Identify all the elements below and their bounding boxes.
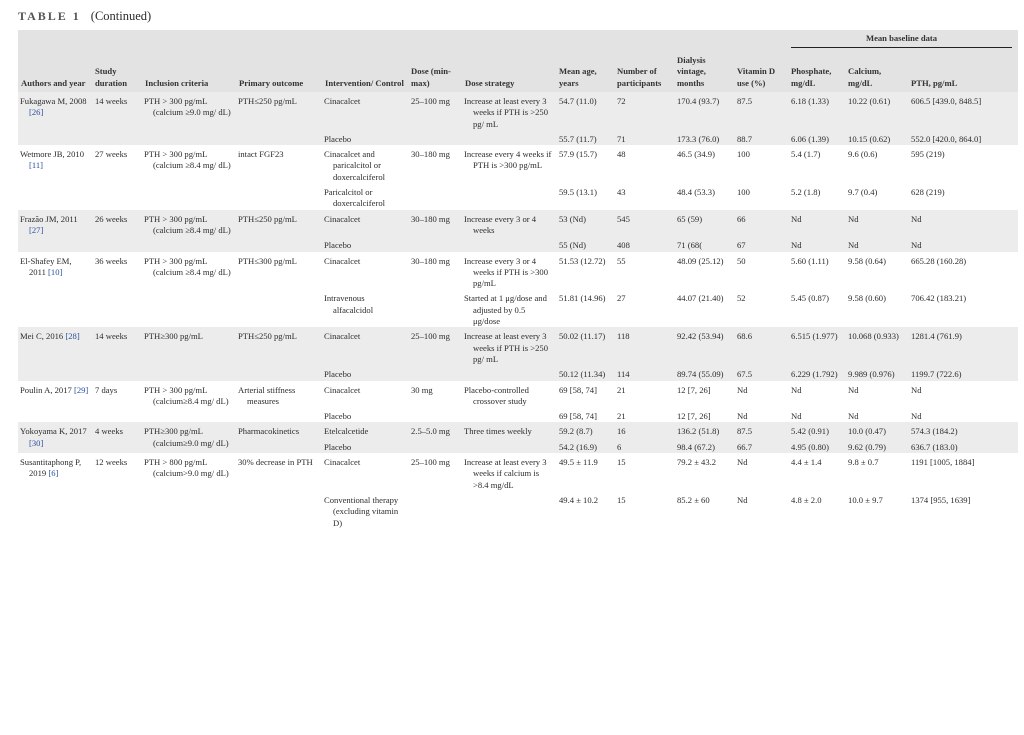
cell-vitamin-d-use: 67 (734, 236, 788, 251)
cell-vitamin-d-use: 88.7 (734, 130, 788, 145)
cell-study-duration: 4 weeks (92, 422, 142, 453)
reference-link[interactable]: [26] (29, 107, 44, 118)
cell-dose-strategy: Increase every 3 or 4 weeks (462, 210, 556, 237)
cell-inclusion-criteria: PTH > 800 pg/mL (calcium>9.0 mg/ dL) (142, 453, 236, 529)
cell-pth: 706.42 (183.21) (908, 289, 1018, 327)
cell-dose: 25–100 mg (408, 92, 462, 130)
cell-mean-age: 49.5 ± 11.9 (556, 453, 614, 491)
cell-dose-strategy: Increase every 3 or 4 weeks if PTH is >300 pg/mL (462, 252, 556, 290)
cell-dialysis-vintage: 44.07 (21.40) (674, 289, 734, 327)
cell-phosphate: 4.4 ± 1.4 (788, 453, 845, 491)
cell-intervention: Placebo (322, 438, 408, 453)
cell-intervention: Etelcalcetide (322, 422, 408, 437)
cell-author-year: El-Shafey EM, 2011 [10] (18, 252, 92, 328)
cell-vitamin-d-use: Nd (734, 453, 788, 491)
reference-link[interactable]: [11] (29, 160, 43, 171)
cell-mean-age: 49.4 ± 10.2 (556, 491, 614, 529)
cell-intervention: Placebo (322, 236, 408, 251)
table-body (18, 92, 1018, 529)
cell-dialysis-vintage: 46.5 (34.9) (674, 145, 734, 183)
cell-calcium: Nd (845, 210, 908, 237)
cell-dialysis-vintage: 170.4 (93.7) (674, 92, 734, 130)
cell-study-duration: 27 weeks (92, 145, 142, 209)
cell-pth: 636.7 (183.0) (908, 438, 1018, 453)
reference-link[interactable]: [30] (29, 437, 44, 448)
cell-calcium: Nd (845, 236, 908, 251)
cell-dose: 30–180 mg (408, 145, 462, 183)
cell-vitamin-d-use: Nd (734, 407, 788, 422)
cell-mean-age: 57.9 (15.7) (556, 145, 614, 183)
cell-mean-age: 69 [58, 74] (556, 407, 614, 422)
cell-vitamin-d-use: Nd (734, 381, 788, 408)
column-header-primary-outcome: Primary outcome (236, 52, 322, 92)
cell-mean-age: 51.81 (14.96) (556, 289, 614, 327)
cell-study-duration: 14 weeks (92, 92, 142, 145)
cell-primary-outcome: PTH≤250 pg/mL (236, 327, 322, 380)
column-header-participants: Number of participants (614, 52, 674, 92)
cell-dose: 30–180 mg (408, 252, 462, 290)
cell-primary-outcome: Arterial stiffness measures (236, 381, 322, 423)
header-spacer (18, 30, 788, 52)
column-header-calcium: Calcium, mg/dL (845, 52, 908, 92)
cell-calcium: Nd (845, 407, 908, 422)
cell-dialysis-vintage: 48.4 (53.3) (674, 183, 734, 210)
cell-intervention: Placebo (322, 407, 408, 422)
cell-pth: Nd (908, 381, 1018, 408)
cell-dose-strategy (462, 365, 556, 380)
cell-participants: 21 (614, 407, 674, 422)
cell-intervention: Cinacalcet (322, 210, 408, 237)
cell-dose-strategy (462, 491, 556, 529)
cell-phosphate: 5.42 (0.91) (788, 422, 845, 437)
table-row (18, 92, 1018, 130)
cell-calcium: 10.068 (0.933) (845, 327, 908, 365)
cell-vitamin-d-use: 50 (734, 252, 788, 290)
column-header-dialysis-vintage: Dialysis vintage, months (674, 52, 734, 92)
cell-phosphate: 4.95 (0.80) (788, 438, 845, 453)
cell-dose (408, 438, 462, 453)
cell-phosphate: 5.2 (1.8) (788, 183, 845, 210)
column-header-mean-age: Mean age, years (556, 52, 614, 92)
cell-primary-outcome: intact FGF23 (236, 145, 322, 209)
cell-dose-strategy: Increase at least every 3 weeks if calcium is >8.4 mg/dL (462, 453, 556, 491)
cell-participants: 114 (614, 365, 674, 380)
cell-pth: 574.3 (184.2) (908, 422, 1018, 437)
table-row (18, 145, 1018, 183)
table-row (18, 252, 1018, 290)
cell-calcium: 10.0 ± 9.7 (845, 491, 908, 529)
cell-participants: 6 (614, 438, 674, 453)
cell-phosphate: 4.8 ± 2.0 (788, 491, 845, 529)
data-table (18, 30, 1018, 529)
table-row (18, 422, 1018, 437)
cell-author-year: Poulin A, 2017 [29] (18, 381, 92, 423)
cell-inclusion-criteria: PTH > 300 pg/mL (calcium≥8.4 mg/ dL) (142, 381, 236, 423)
cell-participants: 21 (614, 381, 674, 408)
cell-calcium: 10.22 (0.61) (845, 92, 908, 130)
cell-calcium: 10.15 (0.62) (845, 130, 908, 145)
cell-dose (408, 183, 462, 210)
cell-calcium: Nd (845, 381, 908, 408)
column-header-study-duration: Study duration (92, 52, 142, 92)
cell-pth: 1191 [1005, 1884] (908, 453, 1018, 491)
cell-study-duration: 26 weeks (92, 210, 142, 252)
cell-author-year: Wetmore JB, 2010 [11] (18, 145, 92, 209)
cell-phosphate: 5.60 (1.11) (788, 252, 845, 290)
cell-mean-age: 55 (Nd) (556, 236, 614, 251)
cell-vitamin-d-use: 100 (734, 145, 788, 183)
cell-dose (408, 236, 462, 251)
cell-vitamin-d-use: 87.5 (734, 92, 788, 130)
cell-dialysis-vintage: 89.74 (55.09) (674, 365, 734, 380)
cell-vitamin-d-use: 67.5 (734, 365, 788, 380)
cell-phosphate: 5.45 (0.87) (788, 289, 845, 327)
cell-primary-outcome: 30% decrease in PTH (236, 453, 322, 529)
cell-dialysis-vintage: 79.2 ± 43.2 (674, 453, 734, 491)
reference-link[interactable]: [27] (29, 224, 44, 235)
cell-pth: 1374 [955, 1639] (908, 491, 1018, 529)
cell-primary-outcome: PTH≤300 pg/mL (236, 252, 322, 328)
cell-study-duration: 14 weeks (92, 327, 142, 380)
cell-intervention: Conventional therapy (excluding vitamin D) (322, 491, 408, 529)
cell-intervention: Cinacalcet (322, 327, 408, 365)
cell-dose: 30–180 mg (408, 210, 462, 237)
cell-dialysis-vintage: 12 [7, 26] (674, 381, 734, 408)
column-header-intervention-control: Intervention/ Control (322, 52, 408, 92)
cell-intervention: Placebo (322, 365, 408, 380)
cell-participants: 27 (614, 289, 674, 327)
cell-dose: 25–100 mg (408, 453, 462, 491)
cell-pth: 628 (219) (908, 183, 1018, 210)
cell-phosphate: 6.06 (1.39) (788, 130, 845, 145)
cell-calcium: 9.8 ± 0.7 (845, 453, 908, 491)
cell-participants: 15 (614, 453, 674, 491)
table-row (18, 381, 1018, 408)
cell-phosphate: 6.229 (1.792) (788, 365, 845, 380)
cell-dose-strategy (462, 130, 556, 145)
cell-inclusion-criteria: PTH > 300 pg/mL (calcium ≥8.4 mg/ dL) (142, 210, 236, 252)
cell-dialysis-vintage: 65 (59) (674, 210, 734, 237)
cell-intervention: Placebo (322, 130, 408, 145)
reference-link[interactable]: [29] (73, 384, 89, 395)
table-row (18, 453, 1018, 491)
cell-participants: 545 (614, 210, 674, 237)
cell-inclusion-criteria: PTH > 300 pg/mL (calcium ≥8.4 mg/ dL) (142, 252, 236, 328)
cell-calcium: 9.62 (0.79) (845, 438, 908, 453)
table-row (18, 327, 1018, 365)
cell-dialysis-vintage: 98.4 (67.2) (674, 438, 734, 453)
header-row (18, 52, 1018, 92)
cell-dose-strategy: Increase at least every 3 weeks if PTH is >250 pg/ mL (462, 327, 556, 365)
cell-dialysis-vintage: 12 [7, 26] (674, 407, 734, 422)
cell-dose-strategy: Increase at least every 3 weeks if PTH is >250 pg/ mL (462, 92, 556, 130)
cell-phosphate: 6.18 (1.33) (788, 92, 845, 130)
cell-dialysis-vintage: 48.09 (25.12) (674, 252, 734, 290)
cell-pth: Nd (908, 407, 1018, 422)
cell-phosphate: Nd (788, 381, 845, 408)
reference-link[interactable]: [6] (48, 468, 59, 479)
column-header-phosphate: Phosphate, mg/dL (788, 52, 845, 92)
cell-vitamin-d-use: 66.7 (734, 438, 788, 453)
cell-dose-strategy (462, 183, 556, 210)
cell-study-duration: 7 days (92, 381, 142, 423)
table-row (18, 210, 1018, 237)
cell-dialysis-vintage: 92.42 (53.94) (674, 327, 734, 365)
column-header-inclusion-criteria: Inclusion criteria (142, 52, 236, 92)
column-header-dose: Dose (min-max) (408, 52, 462, 92)
cell-dose (408, 130, 462, 145)
column-header-authors-year: Authors and year (18, 52, 92, 92)
cell-pth: 595 (219) (908, 145, 1018, 183)
table-label: TABLE 1 (18, 9, 81, 23)
table-continued-note: (Continued) (90, 9, 152, 23)
cell-mean-age: 53 (Nd) (556, 210, 614, 237)
cell-pth: 1281.4 (761.9) (908, 327, 1018, 365)
cell-primary-outcome: Pharmacokinetics (236, 422, 322, 453)
cell-inclusion-criteria: PTH > 300 pg/mL (calcium ≥8.4 mg/ dL) (142, 145, 236, 209)
cell-study-duration: 12 weeks (92, 453, 142, 529)
cell-pth: 606.5 [439.0, 848.5] (908, 92, 1018, 130)
cell-pth: Nd (908, 236, 1018, 251)
cell-inclusion-criteria: PTH≥300 pg/mL (142, 327, 236, 380)
cell-participants: 48 (614, 145, 674, 183)
cell-dose (408, 365, 462, 380)
cell-dialysis-vintage: 136.2 (51.8) (674, 422, 734, 437)
cell-mean-age: 54.7 (11.0) (556, 92, 614, 130)
cell-dose: 25–100 mg (408, 327, 462, 365)
cell-dose (408, 407, 462, 422)
column-header-dose-strategy: Dose strategy (462, 52, 556, 92)
cell-calcium: 10.0 (0.47) (845, 422, 908, 437)
cell-vitamin-d-use: 100 (734, 183, 788, 210)
cell-dialysis-vintage: 173.3 (76.0) (674, 130, 734, 145)
cell-mean-age: 51.53 (12.72) (556, 252, 614, 290)
cell-dose: 2.5–5.0 mg (408, 422, 462, 437)
cell-vitamin-d-use: 66 (734, 210, 788, 237)
cell-vitamin-d-use: 68.6 (734, 327, 788, 365)
cell-dose-strategy (462, 438, 556, 453)
cell-vitamin-d-use: 52 (734, 289, 788, 327)
cell-dose-strategy: Started at 1 μg/dose and adjusted by 0.5 μg/dose (462, 289, 556, 327)
cell-calcium: 9.58 (0.60) (845, 289, 908, 327)
cell-dose-strategy (462, 407, 556, 422)
cell-participants: 16 (614, 422, 674, 437)
cell-pth: 1199.7 (722.6) (908, 365, 1018, 380)
cell-vitamin-d-use: Nd (734, 491, 788, 529)
cell-author-year: Frazão JM, 2011 [27] (18, 210, 92, 252)
cell-dialysis-vintage: 71 (68( (674, 236, 734, 251)
cell-calcium: 9.6 (0.6) (845, 145, 908, 183)
cell-inclusion-criteria: PTH≥300 pg/mL (calcium≥9.0 mg/ dL) (142, 422, 236, 453)
cell-intervention: Intravenous alfacalcidol (322, 289, 408, 327)
cell-dose (408, 491, 462, 529)
cell-intervention: Cinacalcet (322, 381, 408, 408)
cell-pth: 552.0 [420.0, 864.0] (908, 130, 1018, 145)
cell-dose (408, 289, 462, 327)
cell-participants: 71 (614, 130, 674, 145)
cell-intervention: Paricalcitol or doxercalciferol (322, 183, 408, 210)
table-caption (18, 9, 151, 24)
cell-participants: 43 (614, 183, 674, 210)
reference-link[interactable]: [10] (48, 266, 63, 277)
cell-pth: 665.28 (160.28) (908, 252, 1018, 290)
cell-calcium: 9.989 (0.976) (845, 365, 908, 380)
cell-study-duration: 36 weeks (92, 252, 142, 328)
cell-phosphate: Nd (788, 236, 845, 251)
column-header-vitamin-d-use: Vitamin D use (%) (734, 52, 788, 92)
cell-intervention: Cinacalcet (322, 453, 408, 491)
cell-mean-age: 59.2 (8.7) (556, 422, 614, 437)
cell-mean-age: 69 [58, 74] (556, 381, 614, 408)
cell-intervention: Cinacalcet (322, 92, 408, 130)
cell-calcium: 9.7 (0.4) (845, 183, 908, 210)
cell-dose: 30 mg (408, 381, 462, 408)
cell-inclusion-criteria: PTH > 300 pg/mL (calcium ≥9.0 mg/ dL) (142, 92, 236, 145)
cell-phosphate: Nd (788, 407, 845, 422)
cell-author-year: Yokoyama K, 2017 [30] (18, 422, 92, 453)
cell-primary-outcome: PTH≤250 pg/mL (236, 92, 322, 145)
cell-calcium: 9.58 (0.64) (845, 252, 908, 290)
cell-author-year: Fukagawa M, 2008 [26] (18, 92, 92, 145)
cell-dose-strategy (462, 236, 556, 251)
cell-intervention: Cinacalcet and paricalcitol or doxercalciferol (322, 145, 408, 183)
cell-phosphate: Nd (788, 210, 845, 237)
cell-pth: Nd (908, 210, 1018, 237)
cell-dialysis-vintage: 85.2 ± 60 (674, 491, 734, 529)
cell-vitamin-d-use: 87.5 (734, 422, 788, 437)
cell-author-year: Mei C, 2016 [28] (18, 327, 92, 380)
header-group-mean-baseline: Mean baseline data (788, 30, 1018, 52)
cell-phosphate: 5.4 (1.7) (788, 145, 845, 183)
cell-phosphate: 6.515 (1.977) (788, 327, 845, 365)
reference-link[interactable]: [28] (65, 331, 80, 342)
cell-participants: 118 (614, 327, 674, 365)
cell-primary-outcome: PTH≤250 pg/mL (236, 210, 322, 252)
cell-dose-strategy: Three times weekly (462, 422, 556, 437)
cell-mean-age: 50.12 (11.34) (556, 365, 614, 380)
cell-mean-age: 55.7 (11.7) (556, 130, 614, 145)
cell-participants: 55 (614, 252, 674, 290)
cell-participants: 72 (614, 92, 674, 130)
cell-participants: 15 (614, 491, 674, 529)
cell-dose-strategy: Increase every 4 weeks if PTH is >300 pg/mL (462, 145, 556, 183)
cell-mean-age: 59.5 (13.1) (556, 183, 614, 210)
cell-mean-age: 54.2 (16.9) (556, 438, 614, 453)
column-header-pth: PTH, pg/mL (908, 52, 1018, 92)
cell-author-year: Susantitaphong P, 2019 [6] (18, 453, 92, 529)
cell-intervention: Cinacalcet (322, 252, 408, 290)
cell-mean-age: 50.02 (11.17) (556, 327, 614, 365)
cell-participants: 408 (614, 236, 674, 251)
cell-dose-strategy: Placebo-controlled crossover study (462, 381, 556, 408)
